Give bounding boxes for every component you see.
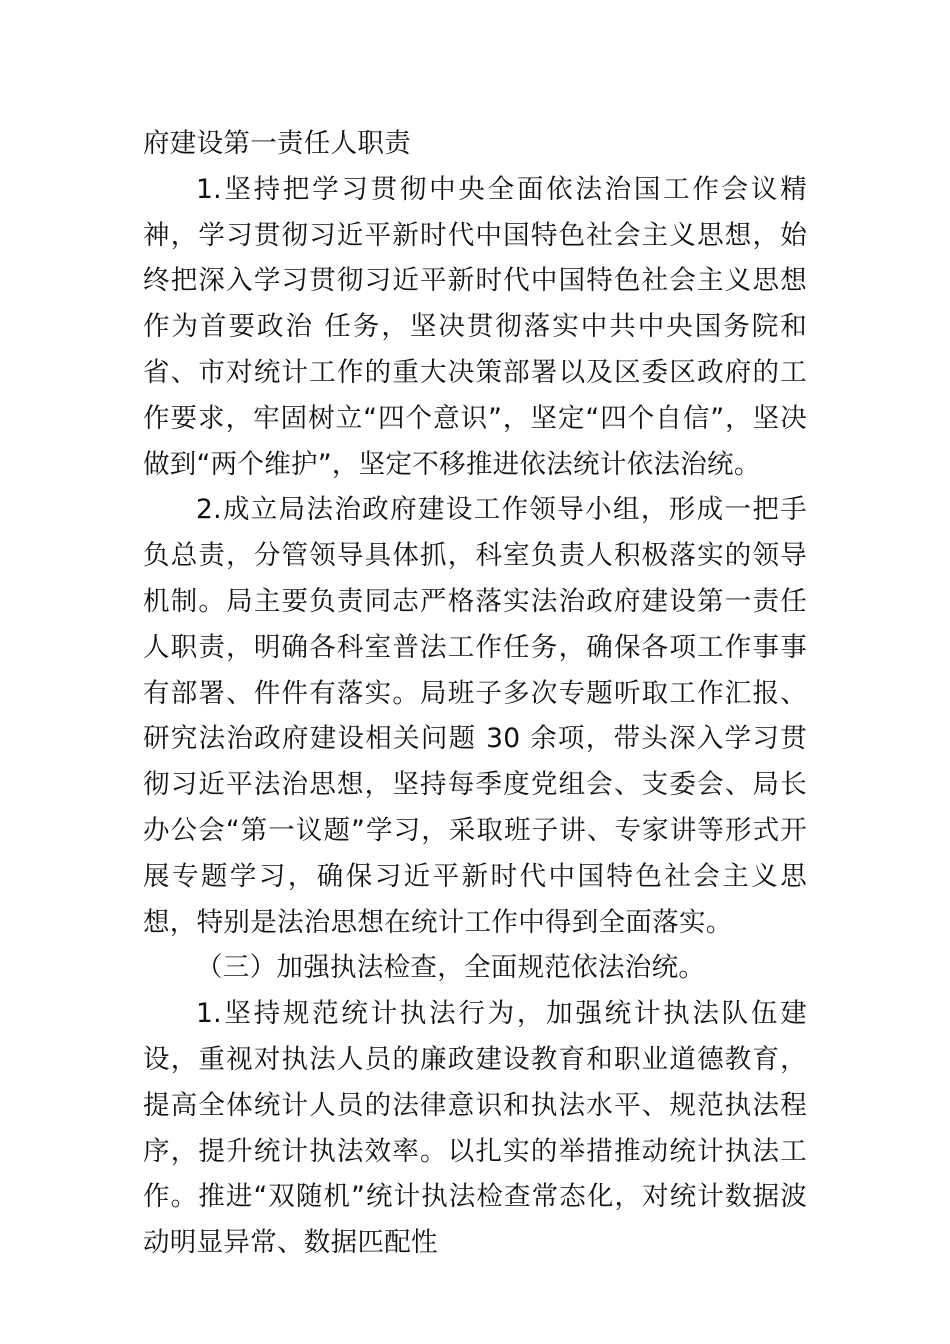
item-paragraph-1: 1.坚持把学习贯彻中央全面依法治国工作会议精神，学习贯彻习近平新时代中国特色社会主义思想，始终把深入学习贯彻习近平新时代中国特色社会主义思想作为首要政治 任务，坚决贯彻落实中共中央国务院和省、市对统计工作的重大决策部署以及区委区政府的工作要求，牢固树立“四个意识”，坚定“四个自信”，坚决做到“两个维护”，坚定不移推进依法统计依法治统。 bbox=[143, 173, 807, 480]
item-paragraph-2: 2.成立局法治政府建设工作领导小组，形成一把手负总责，分管领导具体抓，科室负责人积极落实的领导机制。局主要负责同志严格落实法治政府建设第一责任人职责，明确各科室普法工作任务，确保各项工作事事有部署、件件有落实。局班子多次专题听取工作汇报、研究法治政府建设相关问题 30 余项，带头深入学习贯彻习近平法治思想，坚持每季度党组会、支委会、局长办公会“第一议题”学习，采取班子讲、专家讲等形式开展专题学习，确保习近平新时代中国特色社会主义思想，特别是法治思想在统计工作中得到全面落实。 bbox=[143, 494, 807, 938]
continuation-paragraph: 府建设第一责任人职责 bbox=[143, 128, 411, 159]
document-page bbox=[143, 121, 807, 1266]
section-heading: （三）加强执法检查，全面规范依法治统。 bbox=[196, 952, 706, 984]
item-paragraph-3: 1.坚持规范统计执法行为，加强统计执法队伍建设，重视对执法人员的廉政建设教育和职业道德教育，提高全体统计人员的法律意识和执法水平、规范执法程序，提升统计执法效率。以扎实的举措推动统计执法工作。推进“双随机”统计执法检查常态化，对统计数据波动明显异常、数据匹配性 bbox=[143, 998, 807, 1259]
